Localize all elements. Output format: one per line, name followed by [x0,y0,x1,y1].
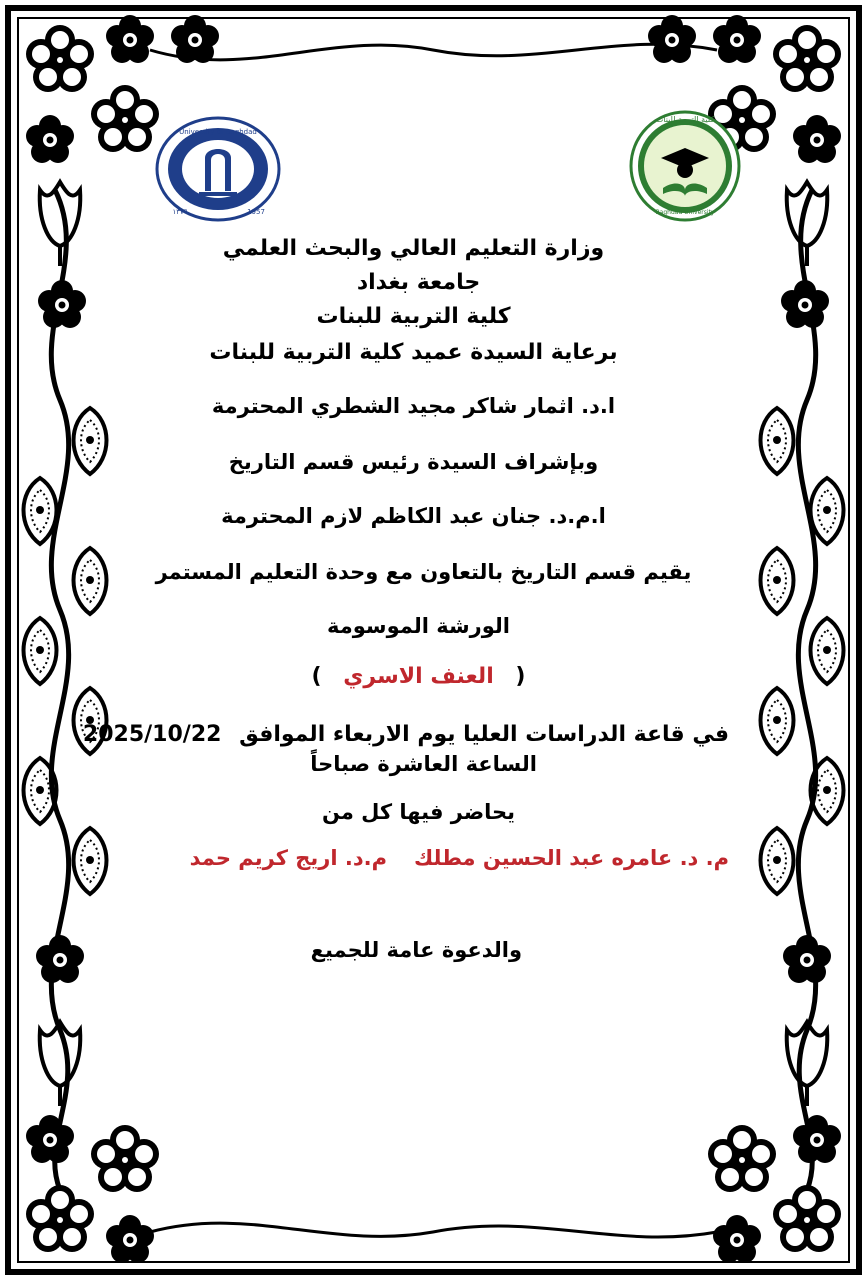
logo-right-text-top: كلية التربية للبنات [655,115,715,124]
logo-left-text-top: University of Baghdad [179,128,257,136]
invitation-line: والدعوة عامة للجميع [310,938,522,962]
college-line: كلية التربية للبنات [316,304,511,329]
logo-right-text-bottom-en: Baghdad University [655,209,715,216]
ministry-line: وزارة التعليم العالي والبحث العلمي [222,236,605,261]
patronage-line: برعاية السيدة عميد كلية التربية للبنات [209,340,618,365]
department-head-name: ا.م.د. جنان عبد الكاظم لازم المحترمة [221,504,606,528]
university-line: جامعة بغداد [356,270,481,295]
lecturer-two: م.د. اريج كريم حمد [189,846,387,870]
title-close-paren: ) [311,664,322,689]
organizer-line: يقيم قسم التاريخ بالتعاون مع وحدة التعليم المستمر [155,560,692,584]
lecturers-intro: يحاضر فيها كل من [321,800,516,824]
lecturer-one: م. د. عامره عبد الحسين مطلك [413,846,729,870]
venue-line [83,722,729,747]
venue-text: في قاعة الدراسات العليا يوم الاربعاء الموافق [239,722,729,747]
dean-name: ا.د. اثمار شاكر مجيد الشطري المحترمة [211,394,616,418]
university-of-baghdad-logo [155,116,281,222]
workshop-type: الورشة الموسومة [327,614,510,638]
supervision-line: وبإشراف السيدة رئيس قسم التاريخ [228,450,599,474]
event-date: 2025/10/22 [82,722,222,747]
title-open-paren: ( [515,664,526,689]
college-of-education-for-women-logo [625,110,745,222]
time-line: الساعة العاشرة صباحاً [310,752,537,776]
workshop-title-line [0,664,867,689]
workshop-title: العنف الاسري [343,664,494,689]
logo-left-year-right: ١٣٧٦ [172,208,188,216]
logo-left-year-left: 1957 [247,208,265,216]
